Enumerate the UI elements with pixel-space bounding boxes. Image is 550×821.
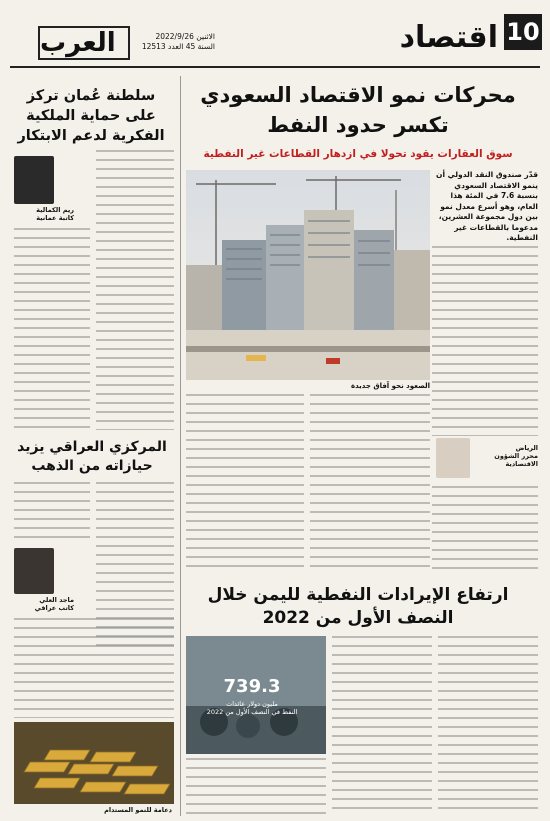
bottom-body-col1 [438, 636, 538, 816]
side-top-author-name: ريم الكمالية [36, 206, 74, 214]
gold-bars-photo [14, 722, 174, 804]
author-avatar-side-mid [14, 548, 54, 594]
side-mid-body-col3 [14, 618, 174, 718]
main-byline-role: محرر الشؤون الاقتصادية [494, 452, 538, 468]
revenue-figure-value: 739.3 [223, 676, 281, 697]
city-skyline-photo [186, 170, 430, 380]
main-article-body-col3 [186, 394, 304, 574]
header-rule [10, 66, 540, 68]
main-article-lead: قدّر صندوق النقد الدولي أن ينمو الاقتصاد السعودي بنسبة 7.6 في المئة هذا العام، وهو أسرع معدل نمو بين دول مجموعة العشرين، مدعوما بالقطاعات غير النفطية. [436, 170, 538, 242]
section-title: اقتصاد [399, 20, 498, 55]
side-headline-mid [12, 438, 172, 476]
date-block [140, 32, 215, 52]
side-headline-mid-line2: حيازاته من الذهب [31, 458, 153, 474]
side-mid-body-col2 [14, 482, 90, 542]
side-mid-author-role: كاتب عراقي [34, 604, 74, 612]
side-headline-top-line1: سلطنة عُمان تركز [26, 88, 156, 104]
main-article-body-col2 [310, 394, 430, 574]
revenue-figure-caption-line1: مليون دولار عائدات [226, 700, 278, 708]
main-subheadline: سوق العقارات يقود تحولا في ازدهار القطاعات غير النفطية [203, 148, 513, 160]
revenue-figure-caption-line2: النفط في النصف الأول من 2022 [206, 708, 298, 716]
gold-photo-caption: دعامة للنمو المستدام [104, 806, 172, 814]
main-headline-line2: تكسر حدود النفط [267, 113, 449, 137]
side-top-body-col1 [96, 150, 174, 430]
photo-caption: الصعود نحو آفاق جديدة [351, 382, 430, 390]
newspaper-logo: العرب [40, 28, 116, 58]
bottom-headline-line2: النصف الأول من 2022 [262, 608, 454, 628]
issue-line: السنة 45 العدد 12513 [141, 42, 215, 51]
date-line: الاثنين 2022/9/26 [155, 32, 215, 41]
bottom-headline-line1: ارتفاع الإيرادات النفطية لليمن خلال [207, 585, 509, 605]
side-top-author-role: كاتبة عمانية [36, 214, 74, 222]
main-byline-name: الرياض [515, 444, 538, 452]
side-headline-top [12, 86, 170, 146]
side-headline-mid-line1: المركزي العراقي يزيد [17, 439, 167, 455]
bottom-body-col2 [332, 636, 432, 816]
main-byline [474, 444, 538, 468]
side-mid-author-name: ماجد العلي [39, 596, 74, 604]
main-headline-line1: محركات نمو الاقتصاد السعودي [200, 83, 516, 107]
side-top-byline [14, 206, 74, 222]
bottom-headline [178, 584, 538, 630]
column-divider [180, 76, 181, 816]
side-headline-top-line3: الفكرية لدعم الابتكار [17, 128, 165, 144]
side-mid-byline [14, 596, 74, 612]
author-avatar-side-top [14, 156, 54, 204]
bottom-body-col3 [186, 758, 326, 816]
main-article-body-col1b [432, 486, 538, 576]
revenue-figure-caption [192, 700, 312, 716]
page-number: 10 [504, 14, 542, 50]
main-article-body-col1 [432, 246, 538, 436]
side-top-body-col2 [14, 228, 90, 430]
main-headline [178, 80, 538, 140]
author-avatar-main [436, 438, 470, 478]
side-headline-top-line2: على حماية الملكية [26, 108, 156, 124]
